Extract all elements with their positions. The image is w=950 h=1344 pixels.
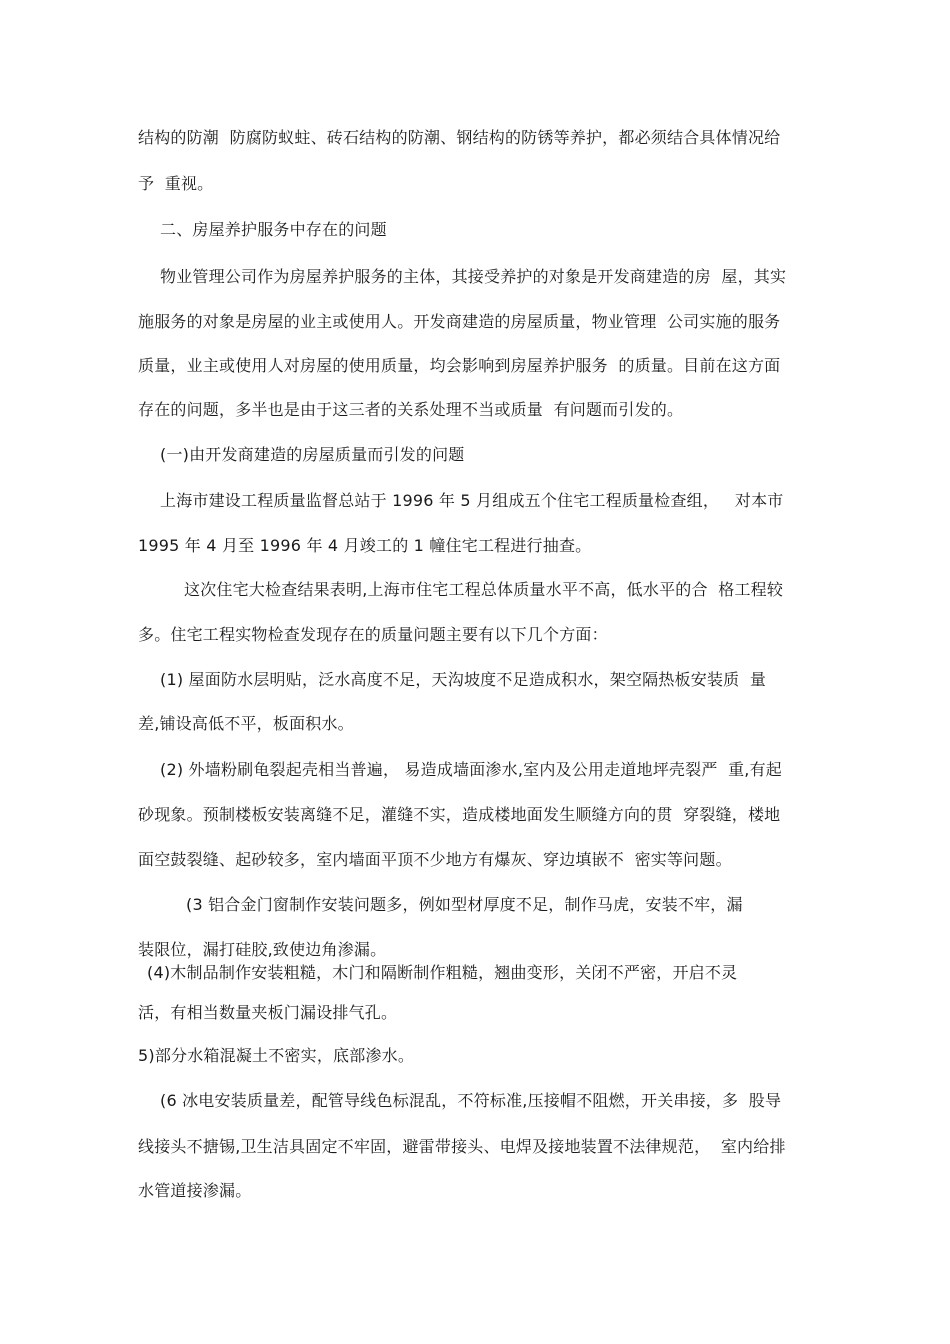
section-heading: 二、房屋养护服务中存在的问题 xyxy=(160,220,387,239)
text-line-23: (6 冰电安装质量差，配管导线色标混乱，不符标准,压接帽不阻燃，开关串接，多 股导 xyxy=(160,1091,782,1110)
text-line-13: (1) 屋面防水层明贴，泛水高度不足，天沟坡度不足造成积水，架空隔热板安装质 量 xyxy=(160,670,767,689)
text-line-17: 面空鼓裂缝、起砂较多，室内墙面平顶不少地方有爆灰、穿边填嵌不 密实等问题。 xyxy=(138,850,732,869)
text-line-4: 物业管理公司作为房屋养护服务的主体，其接受养护的对象是开发商建造的房 屋，其实 xyxy=(160,267,787,286)
text-line-20: (4)木制品制作安装粗糙，木门和隔断制作粗糙，翘曲变形，关闭不严密，开启不灵 xyxy=(147,963,738,982)
text-line-15: (2) 外墙粉刷龟裂起壳相当普遍， 易造成墙面渗水,室内及公用走道地坪壳裂严 重,有起 xyxy=(160,760,782,779)
text-line-9: 上海市建设工程质量监督总站于 1996 年 5 月组成五个住宅工程质量检查组， 对本市 xyxy=(160,491,784,510)
text-line-2: 予 重视。 xyxy=(138,174,214,193)
text-line-18: (3 铝合金门窗制作安装问题多，例如型材厚度不足，制作马虎，安装不牢，漏 xyxy=(186,895,743,914)
text-line-19: 装限位，漏打硅胶,致使边角渗漏。 xyxy=(138,940,387,959)
text-line-16: 砂现象。预制楼板安装离缝不足，灌缝不实，造成楼地面发生顺缝方向的贯 穿裂缝，楼地 xyxy=(138,805,781,824)
text-line-22: 5)部分水箱混凝土不密实，底部渗水。 xyxy=(138,1046,415,1065)
text-line-12: 多。住宅工程实物检查发现存在的质量问题主要有以下几个方面： xyxy=(138,625,608,644)
text-line-1: 结构的防潮 防腐防蚁蛀、砖石结构的防潮、钢结构的防锈等养护，都必须结合具体情况给 xyxy=(138,128,781,147)
subsection-heading: (一)由开发商建造的房屋质量而引发的问题 xyxy=(160,445,465,464)
text-line-21: 活，有相当数量夹板门漏设排气孔。 xyxy=(138,1003,398,1022)
text-line-6: 质量，业主或使用人对房屋的使用质量，均会影响到房屋养护服务 的质量。目前在这方面 xyxy=(138,356,781,375)
text-line-5: 施服务的对象是房屋的业主或使用人。开发商建造的房屋质量，物业管理 公司实施的服务 xyxy=(138,312,781,331)
text-line-10: 1995 年 4 月至 1996 年 4 月竣工的 1 幢住宅工程进行抽查。 xyxy=(138,536,592,555)
text-line-14: 差,铺设高低不平，板面积水。 xyxy=(138,714,354,733)
text-line-7: 存在的问题，多半也是由于这三者的关系处理不当或质量 有问题而引发的。 xyxy=(138,400,684,419)
text-line-11: 这次住宅大检查结果表明,上海市住宅工程总体质量水平不高，低水平的合 格工程较 xyxy=(184,580,784,599)
text-line-25: 水管道接渗漏。 xyxy=(138,1181,252,1200)
text-line-24: 线接头不搪锡,卫生洁具固定不牢固，避雷带接头、电焊及接地装置不法律规范， 室内给排 xyxy=(138,1137,786,1156)
